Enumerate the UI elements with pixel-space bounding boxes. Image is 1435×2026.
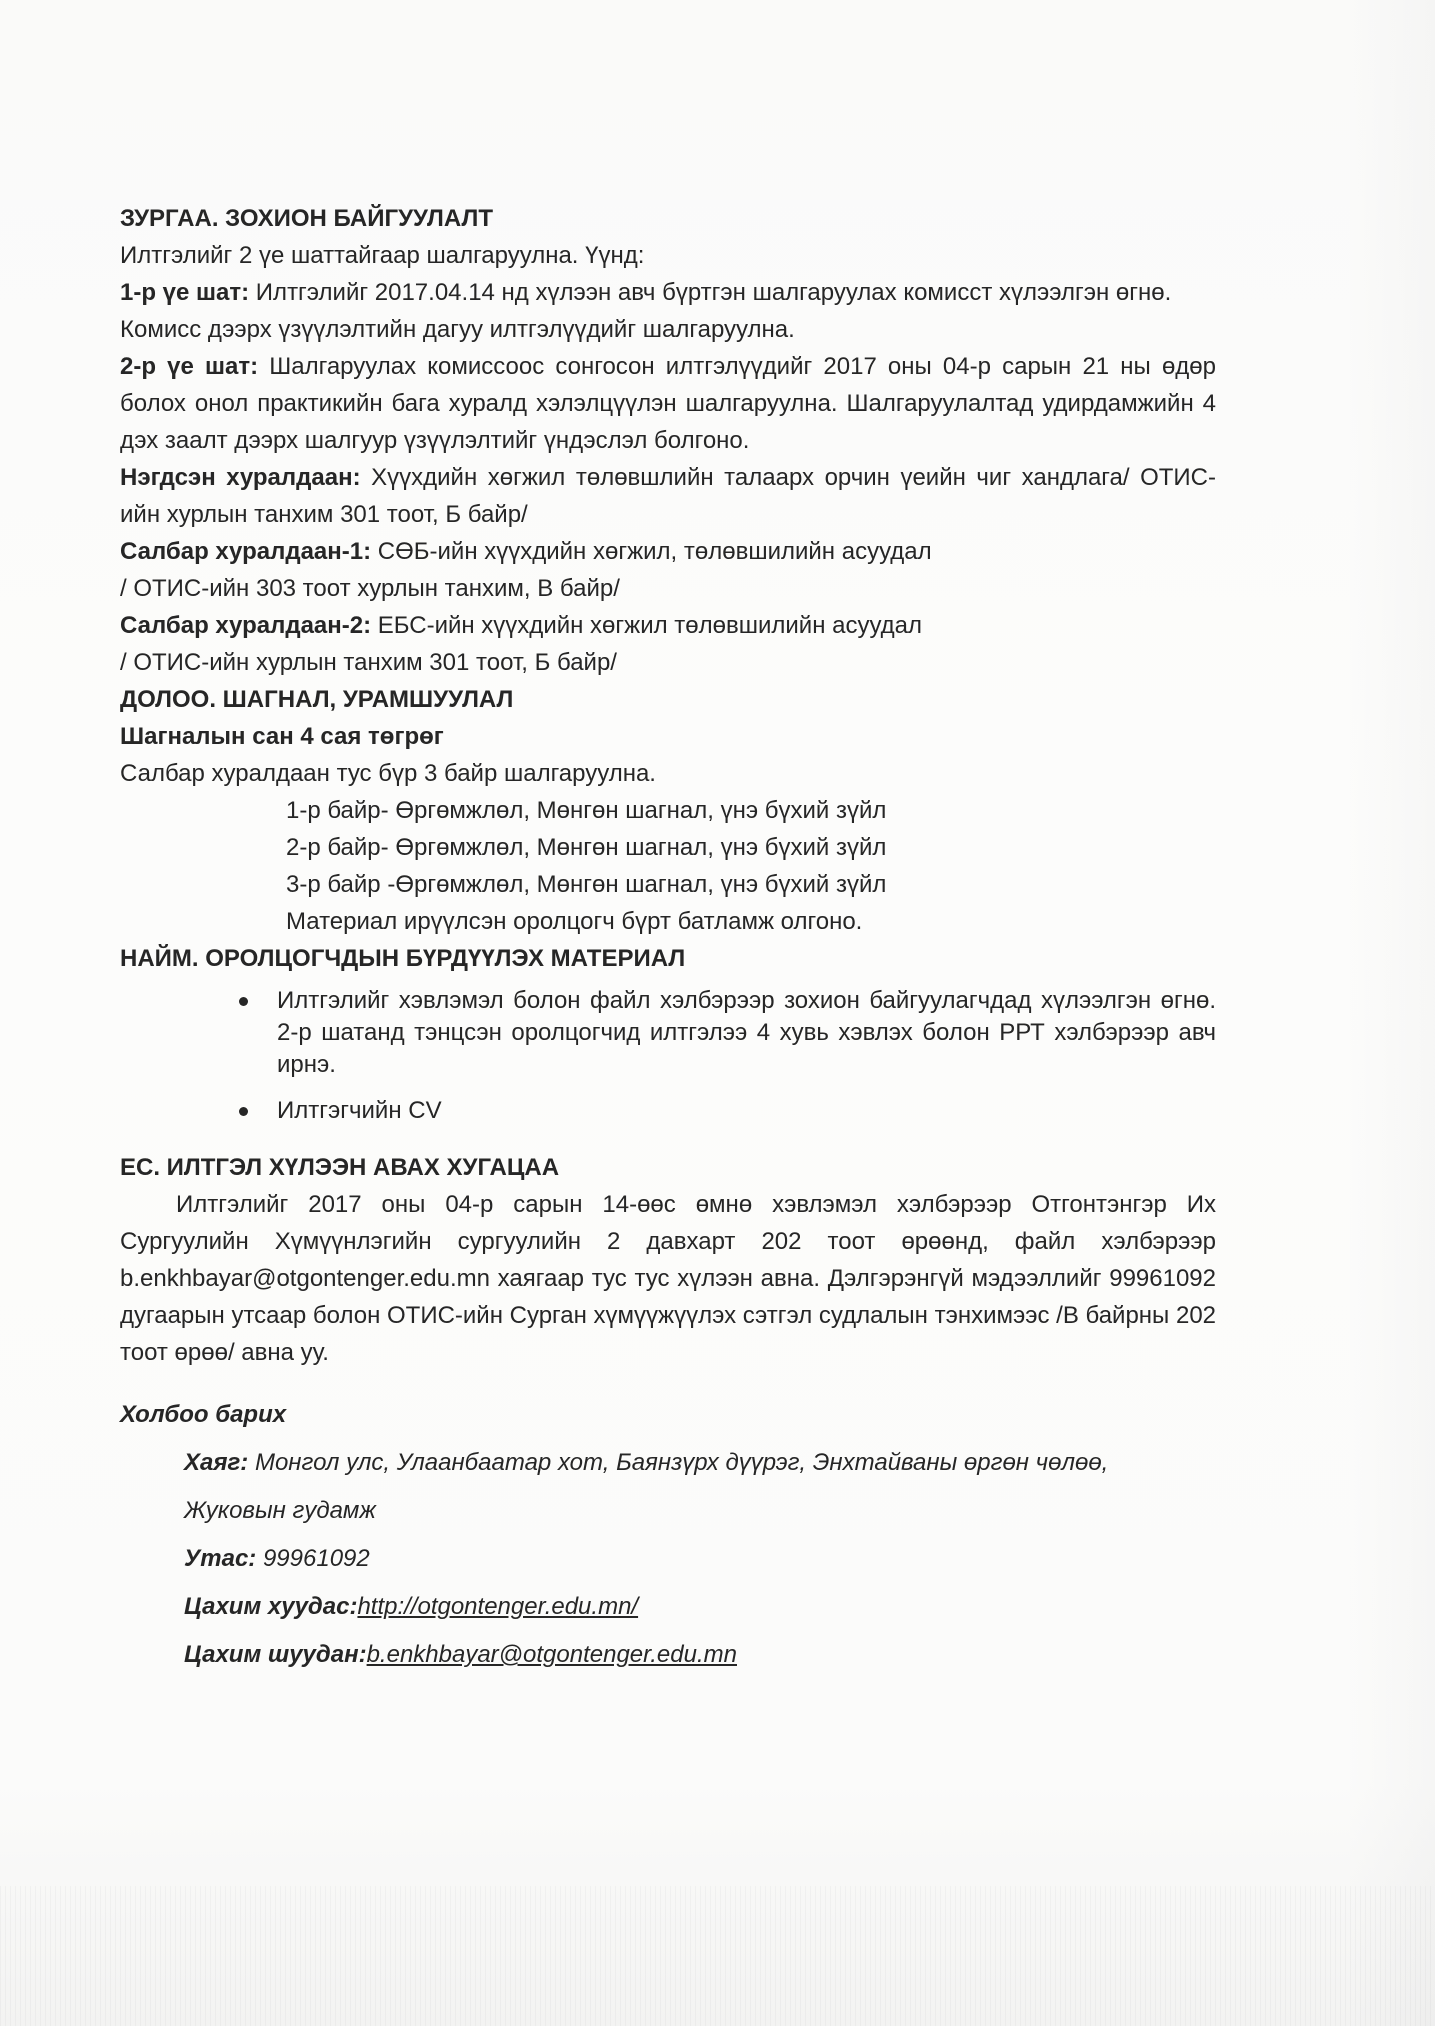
breakout-session-1-paragraph — [120, 533, 1216, 607]
email-label: Цахим шуудан: — [184, 1641, 367, 1668]
section-six-intro: Илтгэлийг 2 үе шаттайгаар шалгаруулна. Үүнд: — [120, 242, 645, 269]
plenary-session-text: Хүүхдийн хөгжил төлөвшлийн талаарх орчин үеийн чиг хандлага/ ОТИС-ийн хурлын танхим 301 тоот, Б байр/ — [120, 464, 1216, 528]
section-nine-heading: ЕС. ИЛТГЭЛ ХҮЛЭЭН АВАХ ХУГАЦАА — [120, 1154, 560, 1181]
stage-2-label: 2-р үе шат: — [120, 353, 259, 380]
scan-streak-texture — [0, 1886, 1435, 2026]
breakout-session-1-text: СӨБ-ийн хүүхдийн хөгжил, төлөвшилийн асуудал — [371, 538, 932, 565]
phone-value: 99961092 — [256, 1545, 370, 1572]
stage-1-text: Илтгэлийг 2017.04.14 нд хүлээн авч бүртгэн шалгаруулах комисст хүлээлгэн өгнө. Комисс дээрх үзүүлэлтийн дагуу илтгэлүүдийг шалгаруулна. — [120, 279, 1172, 343]
email-link[interactable]: b.enkhbayar@otgontenger.edu.mn — [366, 1641, 737, 1668]
prize-line-certificate: Материал ирүүлсэн оролцогч бүрт батламж олгоно. — [286, 908, 863, 935]
contact-website-line — [184, 1583, 1216, 1631]
prize-line-second-place: 2-р байр- Өргөмжлөл, Мөнгөн шагнал, үнэ бүхий зүйл — [286, 834, 887, 861]
section-seven-heading: ДОЛОО. ШАГНАЛ, УРАМШУУЛАЛ — [120, 686, 514, 713]
phone-label: Утас: — [184, 1545, 257, 1572]
website-link[interactable]: http://otgontenger.edu.mn/ — [357, 1593, 639, 1620]
stage-1-paragraph — [120, 274, 1216, 348]
bullet-item-cv: Илтгэгчийн CV — [120, 1095, 1216, 1127]
contact-section — [120, 1391, 1216, 1679]
section-eight-heading: НАЙМ. ОРОЛЦОГЧДЫН БҮРДҮҮЛЭХ МАТЕРИАЛ — [120, 945, 686, 972]
website-label: Цахим хуудас: — [184, 1593, 358, 1620]
section-six-heading: ЗУРГАА. ЗОХИОН БАЙГУУЛАЛТ — [120, 205, 493, 232]
contact-heading: Холбоо барих — [120, 1401, 287, 1428]
contact-email-line — [184, 1631, 1216, 1679]
address-value: Монгол улс, Улаанбаатар хот, Баянзүрх дүүрэг, Энхтайваны өргөн чөлөө, Жуковын гудамж — [184, 1449, 1109, 1524]
stage-1-label: 1-р үе шат: — [120, 279, 250, 306]
section-nine-body: Илтгэлийг 2017 оны 04-р сарын 14-өөс өмнө хэвлэмэл хэлбэрээр Отгонтэнгэр Их Сургуулийн Хүмүүнлэгийн сургуулийн 2 давхарт 202 тоот өрөөнд, файл хэлбэрээр b.enkhbayar@otgontenger.edu.mn хаягаар тус тус хүлээн авна. Дэлгэрэнгүй мэдээллийг 99961092 дугаарын утсаар болон ОТИС-ийн Сурган хүмүүжүүлэх сэтгэл судлалын тэнхимээс /В байрны 202 тоот өрөө/ авна уу. — [120, 1191, 1217, 1366]
prize-line-first-place: 1-р байр- Өргөмжлөл, Мөнгөн шагнал, үнэ бүхий зүйл — [286, 797, 887, 824]
breakout-session-2-label: Салбар хуралдаан-2: — [120, 612, 372, 639]
breakout-session-2-text: ЕБС-ийн хүүхдийн хөгжил төлөвшилийн асуудал — [371, 612, 923, 639]
breakout-session-1-location: / ОТИС-ийн 303 тоот хурлын танхим, В байр/ — [120, 575, 620, 602]
plenary-session-paragraph — [120, 459, 1216, 533]
breakout-session-2-paragraph — [120, 607, 1216, 681]
breakout-session-1-label: Салбар хуралдаан-1: — [120, 538, 372, 565]
scan-edge-shading — [1345, 0, 1435, 2026]
prize-line-third-place: 3-р байр -Өргөмжлөл, Мөнгөн шагнал, үнэ бүхий зүйл — [286, 871, 887, 898]
plenary-session-label: Нэгдсэн хуралдаан: — [120, 464, 361, 491]
address-label: Хаяг: — [184, 1449, 249, 1476]
bullet-item-materials: Илтгэлийг хэвлэмэл болон файл хэлбэрээр зохион байгуулагчдад хүлээлгэн өгнө. 2-р шатанд тэнцсэн оролцогчид илтгэлээ 4 хувь хэвлэх болон РРТ хэлбэрээр авч ирнэ. — [120, 985, 1216, 1081]
stage-2-paragraph — [120, 348, 1216, 459]
section-seven-intro: Салбар хуралдаан тус бүр 3 байр шалгаруулна. — [120, 760, 656, 787]
breakout-session-2-location: / ОТИС-ийн хурлын танхим 301 тоот, Б байр/ — [120, 649, 617, 676]
prize-fund-subheading: Шагналын сан 4 сая төгрөг — [120, 723, 444, 750]
contact-address-line — [184, 1439, 1216, 1535]
document-content — [120, 200, 1216, 1679]
stage-2-text: Шалгаруулах комиссоос сонгосон илтгэлүүдийг 2017 оны 04-р сарын 21 ны өдөр болох онол практикийн бага хуралд хэлэлцүүлэн шалгаруулна. Шалгаруулалтад удирдамжийн 4 дэх заалт дээрх шалгуур үзүүлэлтийг үндэслэл болгоно. — [120, 353, 1216, 454]
contact-phone-line — [184, 1535, 1216, 1583]
